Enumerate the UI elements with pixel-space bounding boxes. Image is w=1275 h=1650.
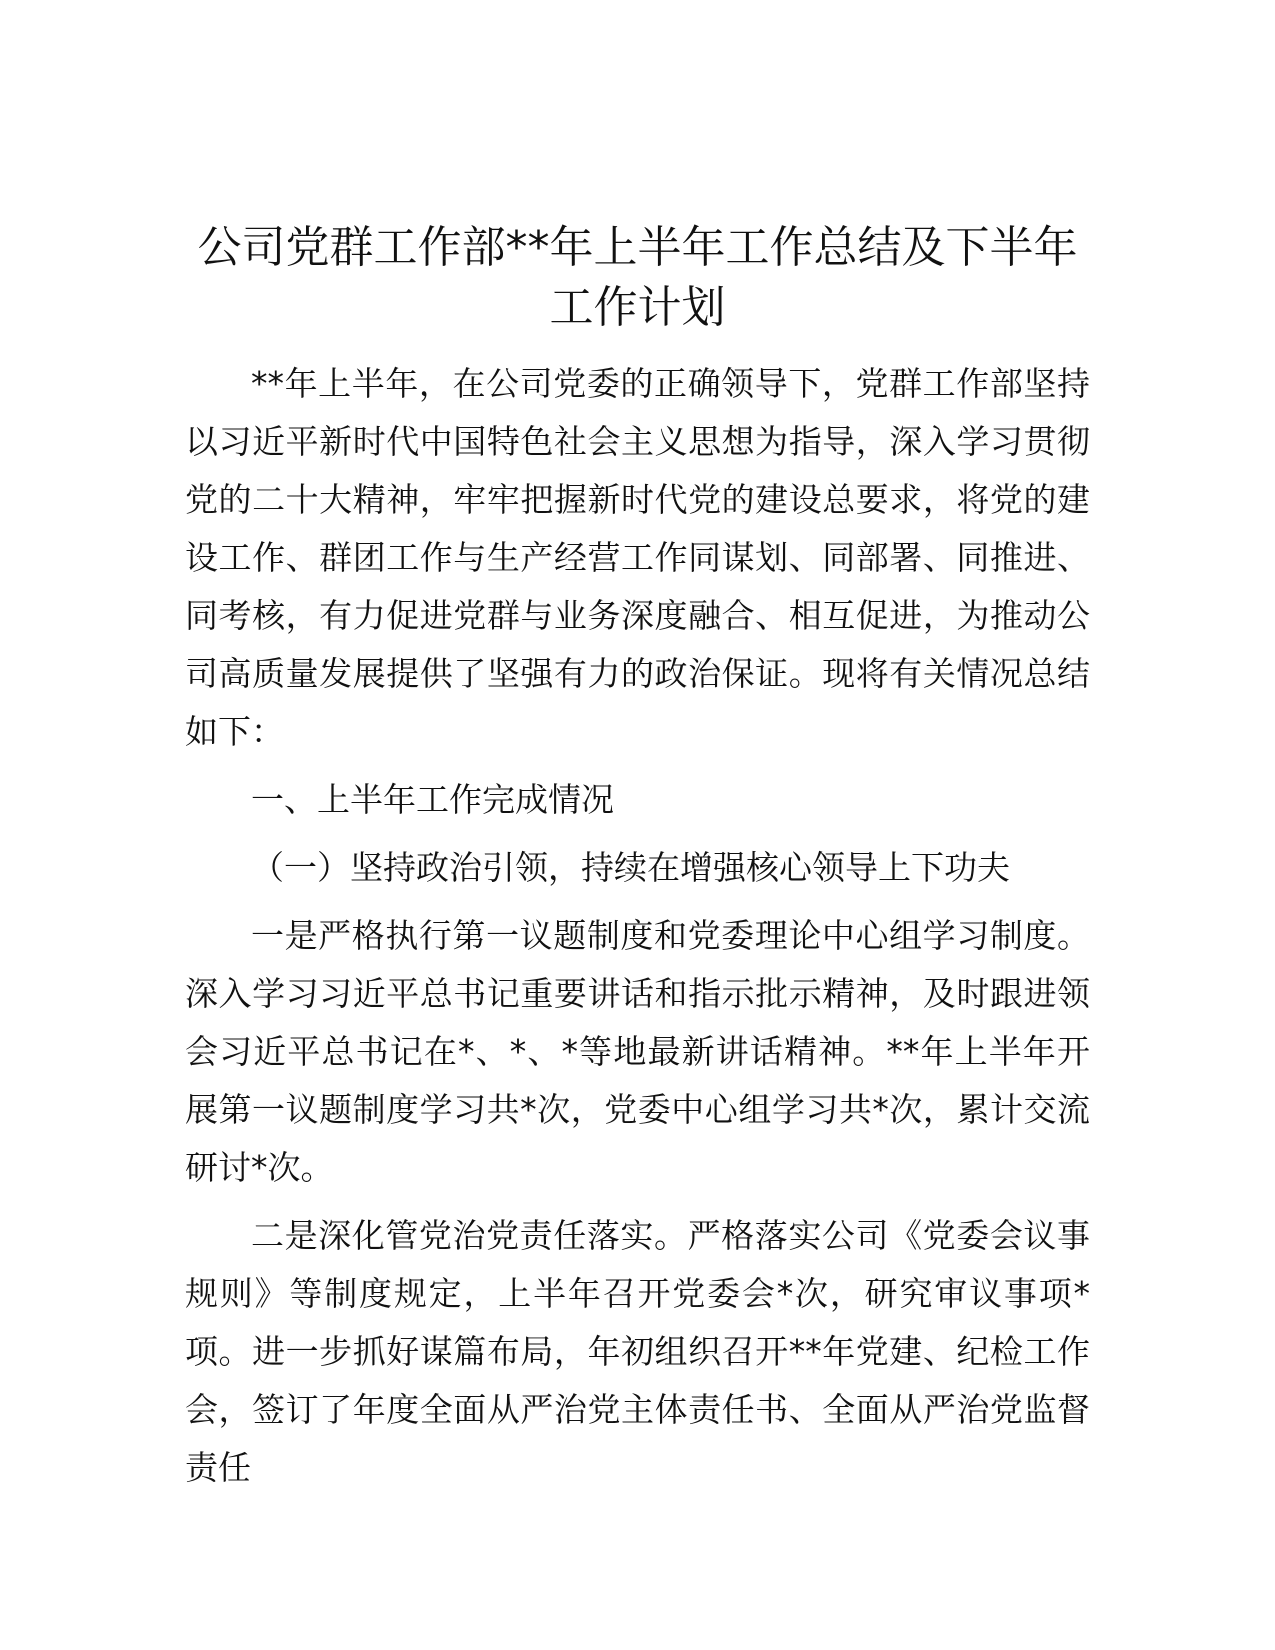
paragraph-item-1: 一是严格执行第一议题制度和党委理论中心组学习制度。深入学习习近平总书记重要讲话和指示批示精神，及时跟进领会习近平总书记在*、*、*等地最新讲话精神。**年上半年开展第一议题制度学习共*次，党委中心组学习共*次，累计交流研讨*次。: [185, 916, 1090, 1187]
paragraph-item-2: 二是深化管党治党责任落实。严格落实公司《党委会议事规则》等制度规定，上半年召开党委会*次，研究审议事项*项。进一步抓好谋篇布局，年初组织召开**年党建、纪检工作会，签订了年度全面从严治党主体责任书、全面从严治党监督责任: [185, 1216, 1090, 1487]
document-page: [185, 0, 1090, 1650]
title-line-1: 公司党群工作部**年上半年工作总结及下半年: [197, 222, 1078, 273]
section-heading-1: 一、上半年工作完成情况: [251, 780, 614, 819]
document-body: [185, 355, 1090, 1507]
title-line-2: 工作计划: [549, 282, 726, 333]
intro-paragraph: **年上半年，在公司党委的正确领导下，党群工作部坚持以习近平新时代中国特色社会主义思想为指导，深入学习贯彻党的二十大精神，牢牢把握新时代党的建设总要求，将党的建设工作、群团工作与生产经营工作同谋划、同部署、同推进、同考核，有力促进党群与业务深度融合、相互促进，为推动公司高质量发展提供了坚强有力的政治保证。现将有关情况总结如下：: [185, 364, 1090, 751]
document-title: [185, 218, 1090, 338]
subsection-heading-1: （一）坚持政治引领，持续在增强核心领导上下功夫: [251, 848, 1010, 887]
